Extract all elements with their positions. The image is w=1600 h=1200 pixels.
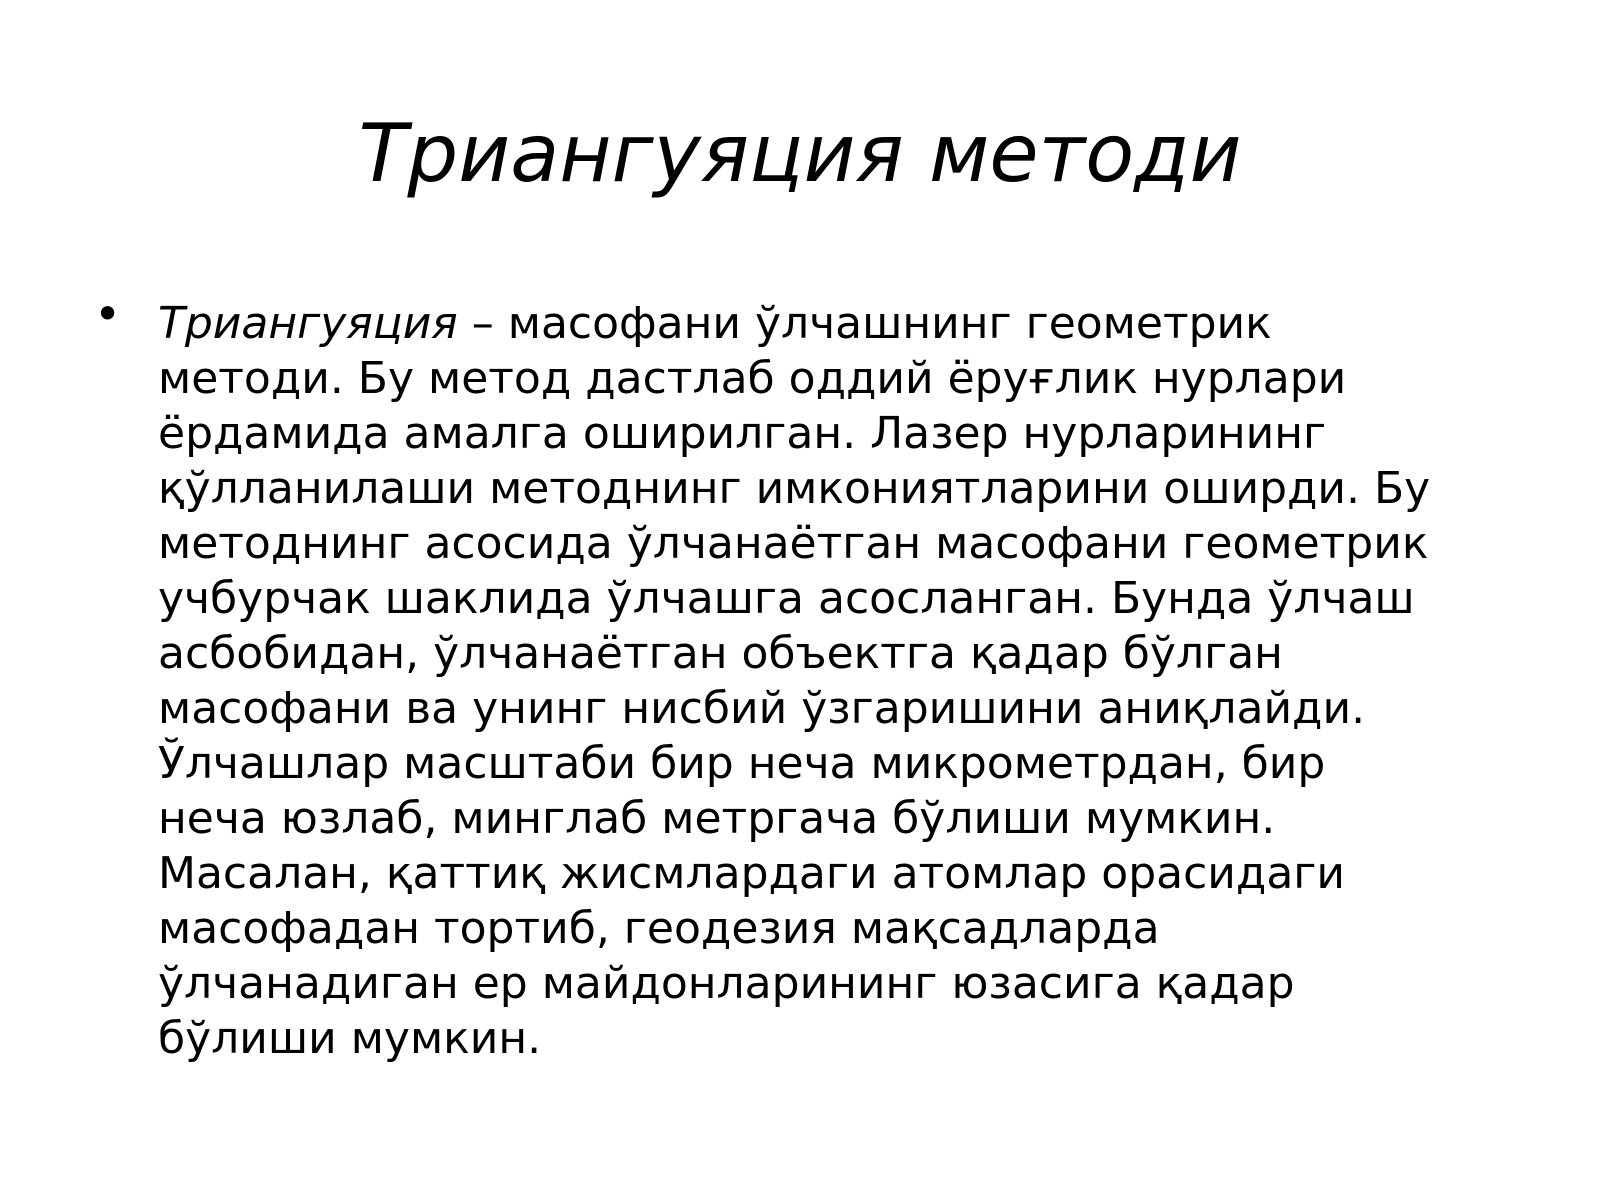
- text-line-3: ёрдамида амалга оширилган. Лазер нурларининг: [158, 408, 1327, 459]
- text-line-14: бўлиши мумкин.: [158, 1013, 542, 1064]
- text-line-13: ўлчанадиган ер майдонларининг юзасига қадар: [158, 958, 1295, 1009]
- text-line-5: методнинг асосида ўлчанаётган масофани геометрик: [158, 518, 1429, 569]
- text-line-4: қўлланилаши методнинг имкониятларини оширди. Бу: [158, 463, 1431, 514]
- text-line-11: Масалан, қаттиқ жисмлардаги атомлар орасидаги: [158, 848, 1345, 899]
- term-triangulation: Триангуяция: [158, 298, 458, 349]
- text-line-12: масофадан тортиб, геодезия мақсадларда: [158, 903, 1160, 954]
- text-line-2: методи. Бу метод дастлаб оддий ёруғлик нурлари: [158, 353, 1347, 404]
- bullet-paragraph: [158, 296, 1498, 1066]
- text-line-10: неча юзлаб, минглаб метргача бўлиши мумкин.: [158, 793, 1276, 844]
- text-line-6: учбурчак шаклида ўлчашга асосланган. Бунда ўлчаш: [158, 573, 1415, 624]
- bullet-icon: •: [94, 287, 122, 341]
- text-line-1: [158, 296, 1498, 351]
- text-line-9: Ўлчашлар масштаби бир неча микрометрдан, бир: [158, 738, 1326, 789]
- text-line-7: асбобидан, ўлчанаётган объектга қадар бўлган: [158, 628, 1283, 679]
- text-line-1-rest: – масофани ўлчашнинг геометрик: [457, 298, 1272, 349]
- text-line-8: масофани ва унинг нисбий ўзгаришини аниқлайди.: [158, 683, 1366, 734]
- slide-title: Триангуяция методи: [358, 107, 1242, 200]
